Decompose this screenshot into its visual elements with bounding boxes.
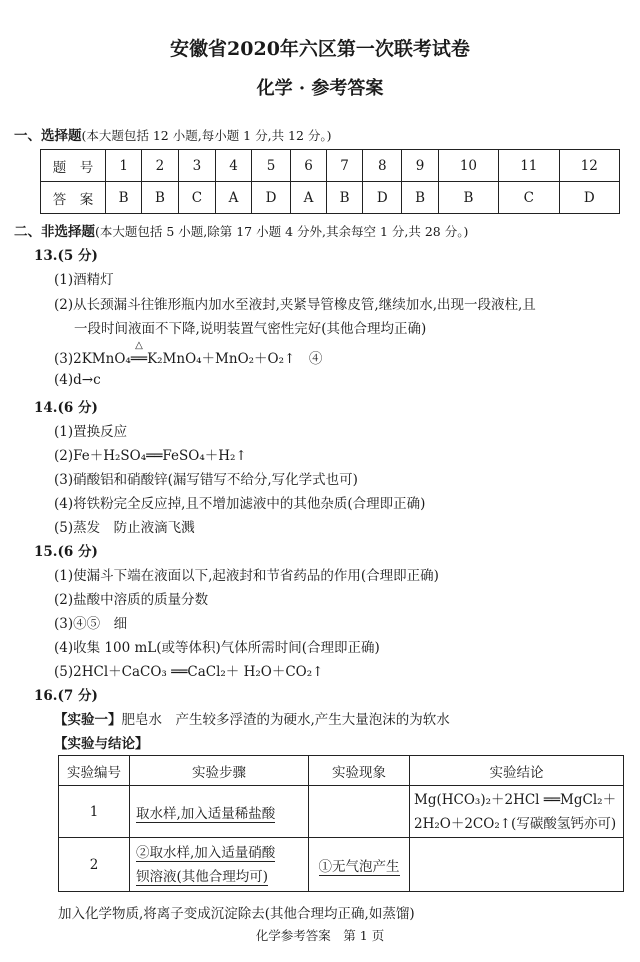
question-number: 12 [559,150,619,182]
answer-cell: A [291,182,327,214]
row1-phenomenon [309,786,410,838]
question-number: 10 [438,150,498,182]
experiment-table-header [59,756,624,786]
q13-answer-1: (1)酒精灯 [54,272,114,288]
header-phenomenon: 实验现象 [309,756,410,786]
answer-cell: D [363,182,402,214]
question-number: 4 [216,150,252,182]
page-title: 安徽省2020年六区第一次联考试卷 [170,38,470,60]
row1-conclusion-line1: Mg(HCO₃)₂＋2HCl ══MgCl₂＋ [414,791,617,808]
reaction-arrow: △ ══ [130,340,148,367]
q15-answer-5: (5)2HCl＋CaCO₃ ══CaCl₂＋ H₂O＋CO₂↑ [54,664,324,680]
q14-answer-1: (1)置换反应 [54,424,128,440]
section2-heading [14,220,468,240]
experiment1-text: 肥皂水 产生较多浮渣的为硬水,产生大量泡沫的为软水 [121,712,450,728]
answer-cell: B [142,182,178,214]
experiment-table [58,755,624,892]
row2-id: 2 [59,838,130,892]
row2-conclusion [410,838,624,892]
question-number: 9 [402,150,438,182]
q16-experiment1 [54,708,450,728]
q16-number: 16.(7 分) [34,688,98,704]
answer-table-answer-row [41,182,620,214]
answer-cell: B [326,182,362,214]
q13-answer-2-line2: 一段时间液面不下降,说明装置气密性完好(其他合理均正确) [74,321,427,337]
conclusion-label: 【实验与结论】 [54,736,149,752]
q14-answer-2: (2)Fe＋H₂SO₄══FeSO₄＋H₂↑ [54,448,247,464]
question-number: 5 [251,150,290,182]
q16-final-answer: 加入化学物质,将离子变成沉淀除去(其他合理均正确,如蒸馏) [58,906,415,922]
answer-cell: A [216,182,252,214]
page-subtitle: 化学 · 参考答案 [256,78,384,99]
q15-number: 15.(6 分) [34,544,98,560]
answer-cell: B [438,182,498,214]
experiment-row-1 [59,786,624,838]
q14-answer-4: (4)将铁粉完全反应掉,且不增加滤液中的其他杂质(合理即正确) [54,496,426,512]
question-number: 3 [178,150,216,182]
row-label-question: 题 号 [41,150,106,182]
answer-table-number-row [41,150,620,182]
section1-note: (本大题包括 12 小题,每小题 1 分,共 12 分。) [81,128,332,143]
header-conclusion: 实验结论 [410,756,624,786]
row2-step-line2: 钡溶液(其他合理均可) [136,868,269,885]
answer-cell: D [251,182,290,214]
answer-cell: C [499,182,559,214]
page-footer: 化学参考答案 第 1 页 [255,928,385,943]
question-number: 7 [326,150,362,182]
row2-step-cell [130,838,309,892]
q14-answer-5: (5)蒸发 防止液滴飞溅 [54,520,195,536]
question-number: 8 [363,150,402,182]
row2-phenomenon: ①无气泡产生 [318,858,400,875]
q13-answer-3-products: K₂MnO₄＋MnO₂＋O₂↑ ④ [147,351,323,367]
row2-phenomenon-cell [309,838,410,892]
q13-number: 13.(5 分) [34,248,98,264]
question-number: 2 [142,150,178,182]
section2-heading-text: 二、非选择题 [14,224,95,240]
answer-cell: B [106,182,142,214]
answer-cell: D [559,182,619,214]
q13-answer-3 [54,340,323,367]
section2-note: (本大题包括 5 小题,除第 17 小题 4 分外,其余每空 1 分,共 28 分。) [95,224,469,239]
q13-answer-4: (4)d→c [54,372,101,388]
row1-id: 1 [59,786,130,838]
section1-heading-text: 一、选择题 [14,128,82,144]
experiment1-label: 【实验一】 [54,712,122,728]
q14-answer-3: (3)硝酸铝和硝酸锌(漏写错写不给分,写化学式也可) [54,472,358,488]
q15-answer-2: (2)盐酸中溶质的质量分数 [54,592,209,608]
row1-conclusion-line2: 2H₂O＋2CO₂↑(写碳酸氢钙亦可) [414,815,617,832]
row2-step-line1: ②取水样,加入适量硝酸 [136,844,276,861]
header-id: 实验编号 [59,756,130,786]
question-number: 1 [106,150,142,182]
question-number: 11 [499,150,559,182]
question-number: 6 [291,150,327,182]
q13-answer-2-line1: (2)从长颈漏斗往锥形瓶内加水至液封,夹紧导管橡皮管,继续加水,出现一段液柱,且 [54,297,536,313]
q15-answer-4: (4)收集 100 mL(或等体积)气体所需时间(合理即正确) [54,640,380,656]
answer-cell: C [178,182,216,214]
header-step: 实验步骤 [130,756,309,786]
heat-symbol: △ [135,340,143,351]
row1-step-cell [130,786,309,838]
row1-step: 取水样,加入适量稀盐酸 [136,805,276,822]
answer-cell: B [402,182,438,214]
experiment-row-2 [59,838,624,892]
row1-conclusion-cell [410,786,624,838]
q13-answer-3-reactant: (3)2KMnO₄ [54,351,131,367]
answer-table [40,149,620,214]
section1-heading [14,124,332,144]
row-label-answer: 答 案 [41,182,106,214]
q15-answer-3: (3)④⑤ 细 [54,616,128,632]
q14-number: 14.(6 分) [34,400,98,416]
q15-answer-1: (1)使漏斗下端在液面以下,起液封和节省药品的作用(合理即正确) [54,568,439,584]
